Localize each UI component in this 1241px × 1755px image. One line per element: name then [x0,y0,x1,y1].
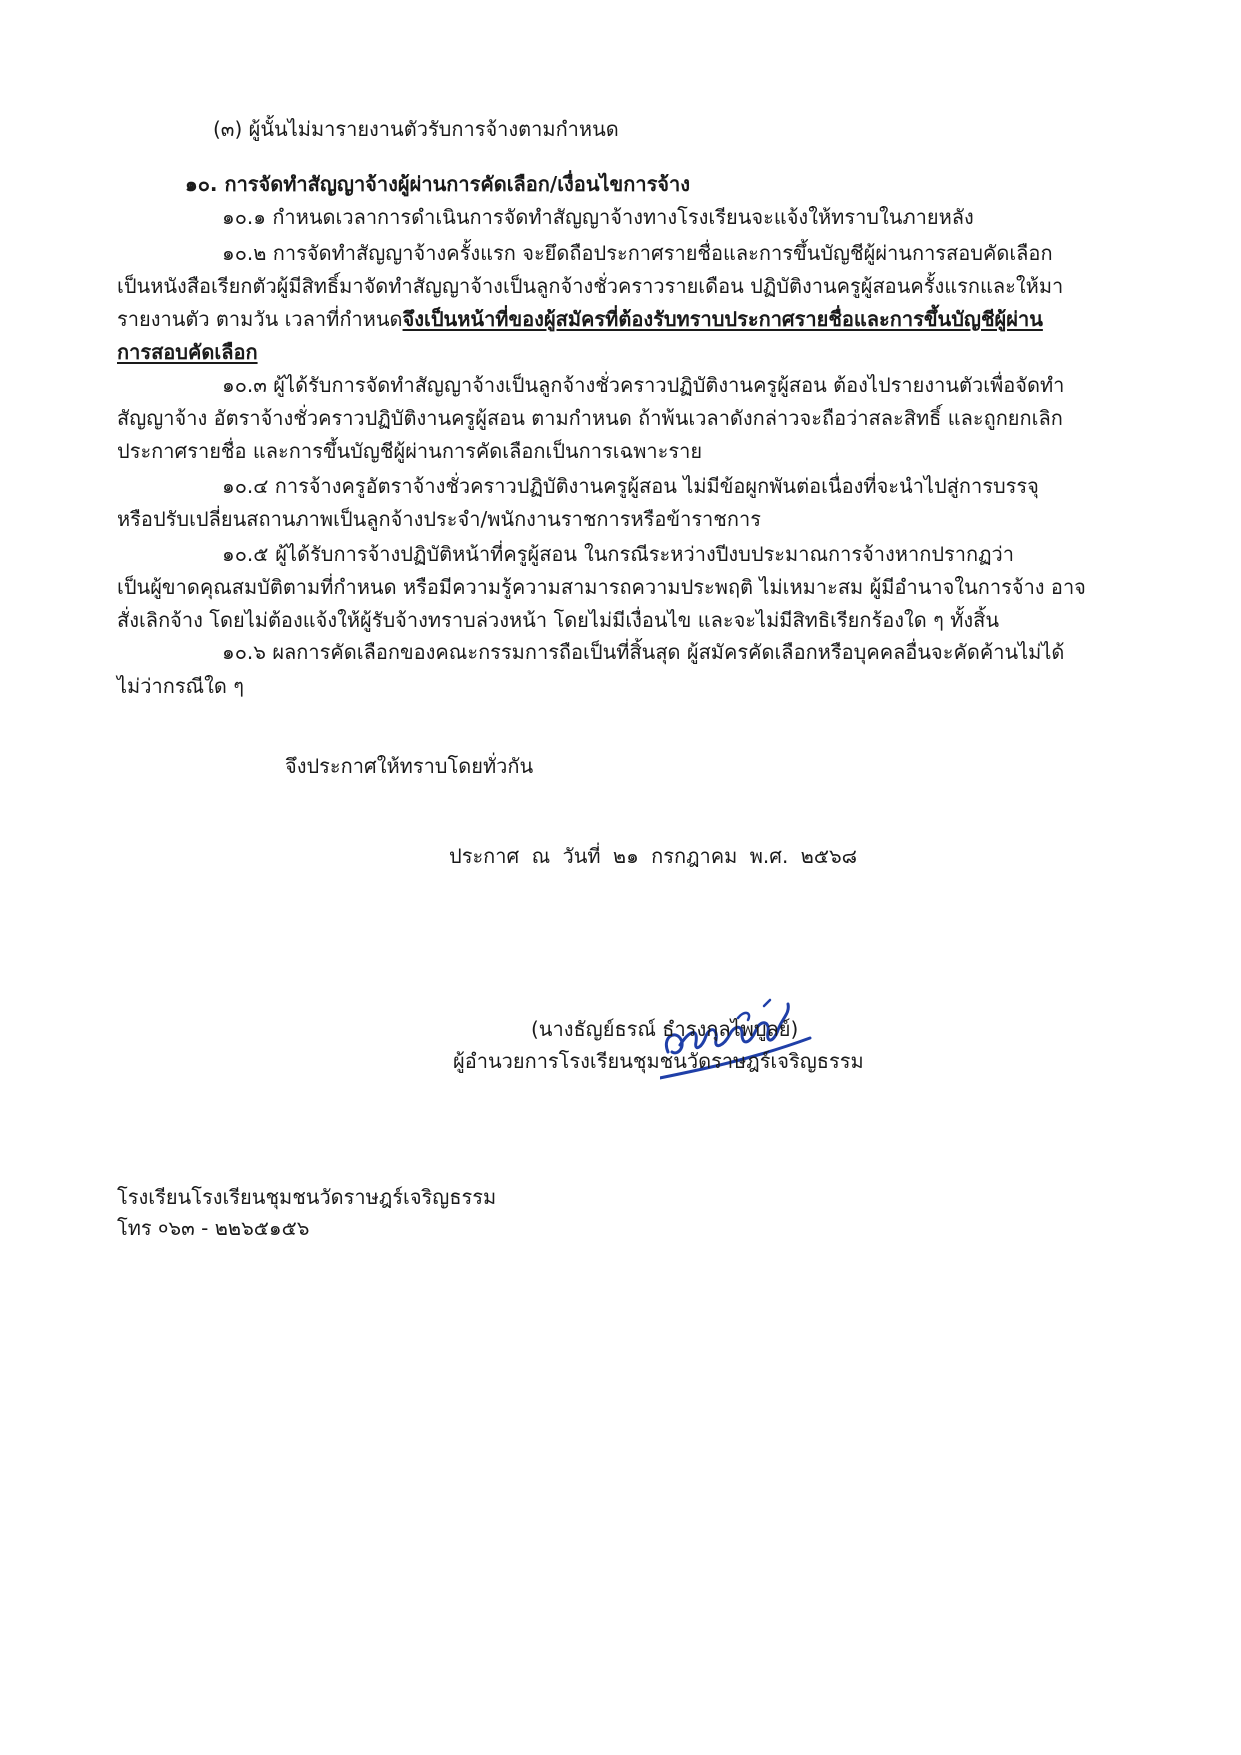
paragraph-10-2-line2: เป็นหนังสือเรียกตัวผู้มีสิทธิ์มาจัดทำสัญญาจ้างเป็นลูกจ้างชั่วคราวรายเดือน ปฏิบัติงานครูผู้สอนครั้งแรกและให้มา [117,274,1064,298]
paragraph-10-2-line3 [117,305,1043,333]
announcement-closing: จึงประกาศให้ทราบโดยทั่วกัน [285,754,534,778]
paragraph-10-3-line3: ประกาศรายชื่อ และการขึ้นบัญชีผู้ผ่านการคัดเลือกเป็นการเฉพาะราย [117,439,703,463]
announcement-date: ประกาศ ณ วันที่ ๒๑ กรกฎาคม พ.ศ. ๒๕๖๘ [449,844,858,868]
paragraph-10-6-line2: ไม่ว่ากรณีใด ๆ [117,674,244,698]
paragraph-10-6-line1: ๑๐.๖ ผลการคัดเลือกของคณะกรรมการถือเป็นที่สิ้นสุด ผู้สมัครคัดเลือกหรือบุคคลอื่นจะคัดค้านไม่ได้ [222,640,1065,664]
paragraph-10-2-text: รายงานตัว ตามวัน เวลาที่กำหนด [117,307,403,331]
footer-phone: โทร ०๖๓ - ๒๒๖๕๑๕๖ [117,1216,310,1240]
signer-name: (นางธัญย์ธรณ์ ธำรงกุลไพบูลย์) [531,1017,799,1041]
paragraph-10-4-line1: ๑๐.๔ การจ้างครูอัตราจ้างชั่วคราวปฏิบัติงานครูผู้สอน ไม่มีข้อผูกพันต่อเนื่องที่จะนำไปสู่การบรรจุ [222,474,1039,498]
paragraph-10-3-line1: ๑๐.๓ ผู้ได้รับการจัดทำสัญญาจ้างเป็นลูกจ้างชั่วคราวปฏิบัติงานครูผู้สอน ต้องไปรายงานตัวเพื่อจัดทำ [222,373,1065,397]
paragraph-10-5-line1: ๑๐.๕ ผู้ได้รับการจ้างปฏิบัติหน้าที่ครูผู้สอน ในกรณีระหว่างปีงบประมาณการจ้างหากปรากฏว่า [222,542,1014,566]
paragraph-10-5-line2: เป็นผู้ขาดคุณสมบัติตามที่กำหนด หรือมีความรู้ความสามารถความประพฤติ ไม่เหมาะสม ผู้มีอำนาจในการจ้าง อาจ [117,575,1086,599]
paragraph-10-3-line2: สัญญาจ้าง อัตราจ้างชั่วคราวปฏิบัติงานครูผู้สอน ตามกำหนด ถ้าพ้นเวลาดังกล่าวจะถือว่าสละสิทธิ์ และถูกยกเลิก [117,406,1063,430]
paragraph-10-1: ๑๐.๑ กำหนดเวลาการดำเนินการจัดทำสัญญาจ้างทางโรงเรียนจะแจ้งให้ทราบในภายหลัง [222,205,974,229]
paragraph-10-2-emphasis-cont: การสอบคัดเลือก [117,340,258,364]
section9-item3: (๓) ผู้นั้นไม่มารายงานตัวรับการจ้างตามกำหนด [213,117,619,141]
footer-school-name: โรงเรียนโรงเรียนชุมชนวัดราษฎร์เจริญธรรม [117,1185,497,1209]
paragraph-10-2-line1: ๑๐.๒ การจัดทำสัญญาจ้างครั้งแรก จะยึดถือประกาศรายชื่อและการขึ้นบัญชีผู้ผ่านการสอบคัดเลือก [222,241,1053,265]
signature-image [660,990,820,1100]
section10-heading: ๑๐. การจัดทำสัญญาจ้างผู้ผ่านการคัดเลือก/เงื่อนไขการจ้าง [185,172,691,196]
paragraph-10-4-line2: หรือปรับเปลี่ยนสถานภาพเป็นลูกจ้างประจำ/พนักงานราชการหรือข้าราชการ [117,507,761,531]
paragraph-10-2-emphasis: จึงเป็นหน้าที่ของผู้สมัครที่ต้องรับทราบประกาศรายชื่อและการขึ้นบัญชีผู้ผ่าน [402,307,1043,331]
signer-title: ผู้อำนวยการโรงเรียนชุมชนวัดราษฎร์เจริญธรรม [453,1049,864,1073]
paragraph-10-5-line3: สั่งเลิกจ้าง โดยไม่ต้องแจ้งให้ผู้รับจ้างทราบล่วงหน้า โดยไม่มีเงื่อนไข และจะไม่มีสิทธิเรียกร้องใด ๆ ทั้งสิ้น [117,608,1000,632]
